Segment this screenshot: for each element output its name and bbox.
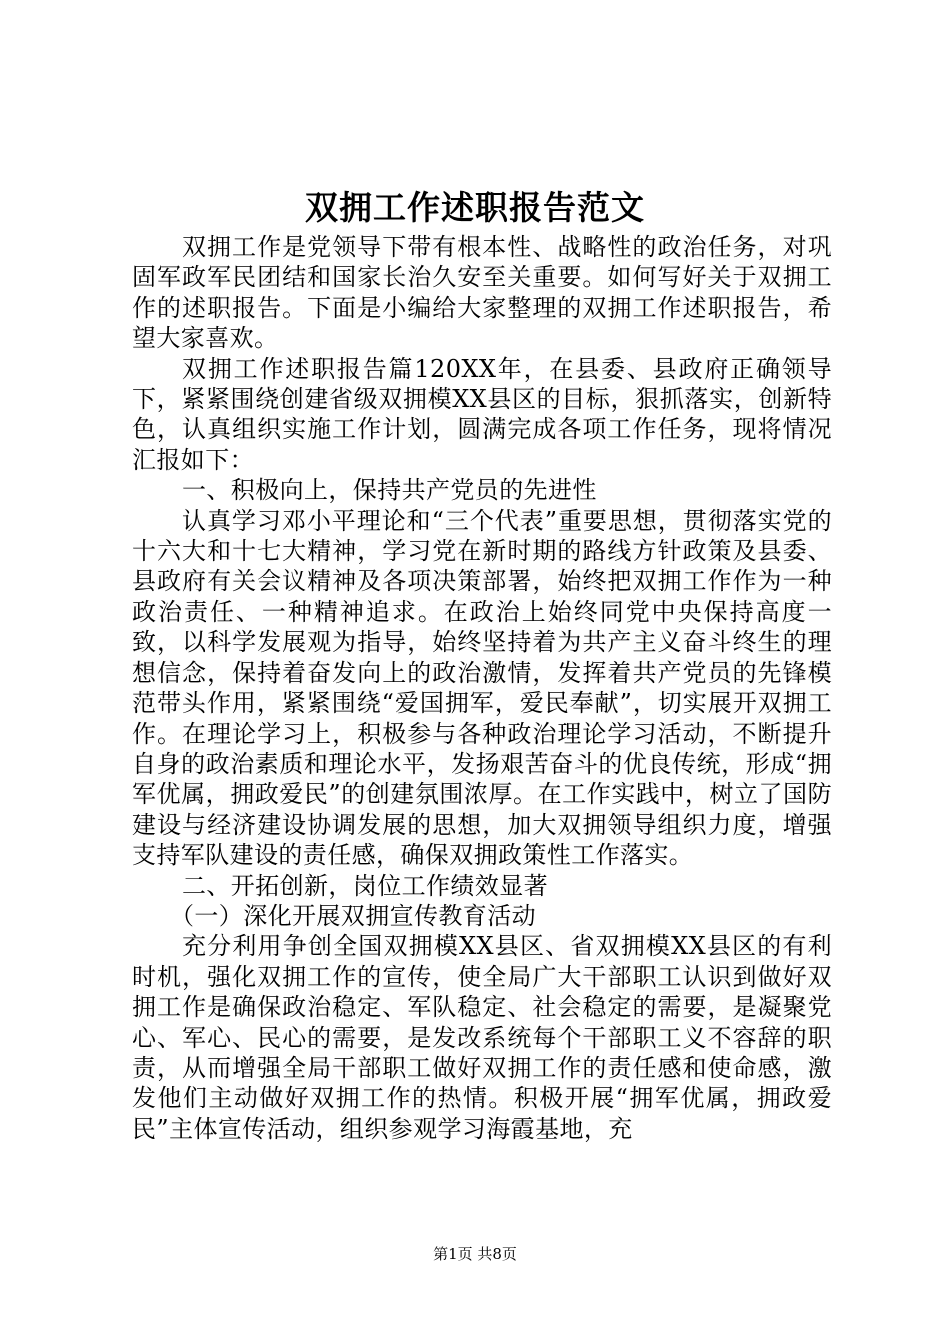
section-1-paragraph: 认真学习邓小平理论和“三个代表”重要思想，贯彻落实党的十六大和十七大精神，学习党在新时期的路线方针政策及县委、县政府有关会议精神及各项决策部署，始终把双拥工作作为一种政治责任、一种精神追求。在政治上始终同党中央保持高度一致，以科学发展观为指导，始终坚持着为共产主义奋斗终生的理想信念，保持着奋发向上的政治激情，发挥着共产党员的先锋模范带头作用，紧紧围绕“爱国拥军，爱民奉献”，切实展开双拥工作。在理论学习上，积极参与各种政治理论学习活动，不断提升自身的政治素质和理论水平，发扬艰苦奋斗的优良传统，形成“拥军优属，拥政爱民”的创建氛围浓厚。在工作实践中，树立了国防建设与经济建设协调发展的思想，加大双拥领导组织力度，增强支持军队建设的责任感，确保双拥政策性工作落实。 xyxy=(132,506,832,870)
document-body xyxy=(132,232,832,1144)
intro-paragraph: 双拥工作是党领导下带有根本性、战略性的政治任务，对巩固军政军民团结和国家长治久安至关重要。如何写好关于双拥工作的述职报告。下面是小编给大家整理的双拥工作述职报告，希望大家喜欢。 xyxy=(132,233,832,353)
section-heading-2: 二、开拓创新，岗位工作绩效显著 xyxy=(182,871,548,900)
section-heading-1: 一、积极向上，保持共产党员的先进性 xyxy=(182,476,597,505)
report-opening-paragraph: 双拥工作述职报告篇120XX年，在县委、县政府正确领导下，紧紧围绕创建省级双拥模XX县区的目标，狠抓落实，创新特色，认真组织实施工作计划，圆满完成各项工作任务，现将情况汇报如下： xyxy=(132,354,832,474)
page-number-footer: 第1页 共8页 xyxy=(433,1245,517,1263)
subsection-1-paragraph: 充分利用争创全国双拥模XX县区、省双拥模XX县区的有利时机，强化双拥工作的宣传，使全局广大干部职工认识到做好双拥工作是确保政治稳定、军队稳定、社会稳定的需要，是凝聚党心、军心、民心的需要，是发改系统每个干部职工义不容辞的职责，从而增强全局干部职工做好双拥工作的责任感和使命感，激发他们主动做好双拥工作的热情。积极开展“拥军优属，拥政爱民”主体宣传活动，组织参观学习海霞基地，充 xyxy=(132,932,832,1143)
document-title: 双拥工作述职报告范文 xyxy=(305,188,645,227)
subsection-heading-1: （一）深化开展双拥宣传教育活动 xyxy=(170,901,536,930)
